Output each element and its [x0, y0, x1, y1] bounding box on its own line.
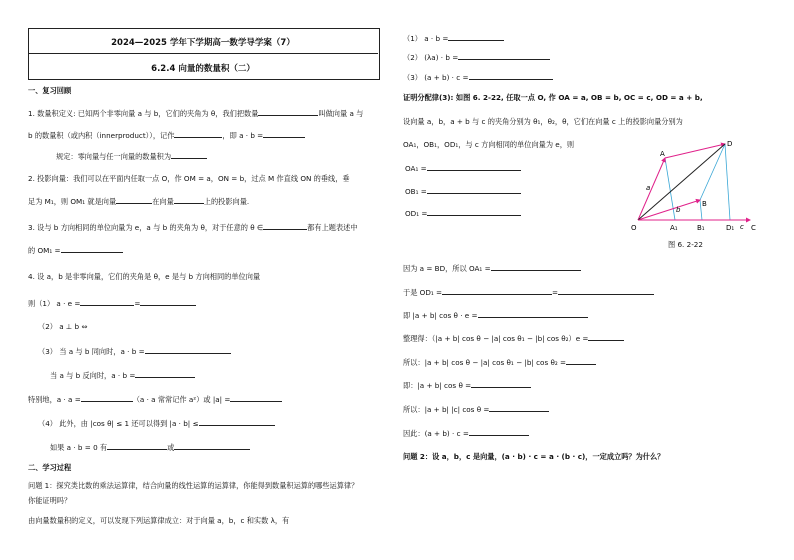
proj-oa1: OA₁ = [405, 163, 521, 173]
step-3: 即 |a + b| cos θ · e = [403, 310, 588, 320]
blank[interactable] [566, 357, 596, 365]
blank[interactable] [140, 298, 196, 306]
step-7: 所以：|a + b| |c| cos θ = [403, 404, 549, 414]
proof-line-3: OA₁，OB₁，OD₁，与 c 方向相同的单位向量为 e，则 [403, 140, 575, 149]
blank[interactable] [489, 404, 549, 412]
proof-line-2: 设向量 a，b，a + b 与 c 的夹角分别为 θ₁，θ₂，θ，它们在向量 c 上的投影向量分别为 [403, 117, 683, 126]
blank[interactable] [491, 263, 581, 271]
def-line-3: 规定：零向量与任一向量的数量积为 [56, 151, 207, 161]
blank[interactable] [558, 287, 654, 295]
step-4: 整理得：（|a + b| cos θ − |a| cos θ₁ − |b| cos θ₂）e = [403, 333, 624, 343]
projection-line-1: 2. 投影向量：我们可以在平面内任取一点 O，作 OM = a，ON = b，过点 M 作直线 ON 的垂线，垂 [28, 174, 350, 183]
property-3b: 当 a 与 b 反向时，a · b = [50, 370, 195, 380]
proj-line-d [725, 144, 730, 220]
def-line-1: 1. 数量积定义: 已知两个非零向量 a 与 b，它们的夹角为 θ，我们把数量 叫做向量 a 与 [28, 109, 364, 118]
blank[interactable] [174, 442, 250, 450]
blank[interactable] [263, 130, 305, 138]
blank[interactable] [174, 130, 222, 138]
vector-ad [665, 144, 725, 158]
label-B1: B₁ [697, 224, 705, 232]
property-intro: 4. 设 a，b 是非零向量，它们的夹角是 θ，e 是与 b 方向相同的单位向量 [28, 272, 261, 281]
law-1: （1） a · b = [403, 33, 504, 43]
blank[interactable] [145, 346, 231, 354]
property-4: （4） 此外，由 |cos θ| ≤ 1 还可以得到 |a · b| ≤ [38, 418, 275, 428]
label-C: C [751, 224, 756, 232]
step-6: 即：|a + b| cos θ = [403, 380, 531, 390]
proj-ob1: OB₁ = [405, 186, 521, 196]
question-1-line-3: 由向量数量积的定义，可以发现下列运算律成立：对于向量 a，b，c 和实数 λ，有 [28, 516, 290, 525]
blank[interactable] [61, 245, 123, 253]
blank[interactable] [458, 52, 550, 60]
blank[interactable] [174, 196, 204, 204]
blank[interactable] [135, 370, 195, 378]
label-A1: A₁ [670, 224, 678, 232]
blank[interactable] [588, 333, 624, 341]
blank[interactable] [427, 208, 521, 216]
step-1: 因为 a = BD，所以 OA₁ = [403, 263, 581, 273]
proj-od1: OD₁ = [405, 208, 521, 218]
label-a: a [646, 184, 651, 192]
property-3a: （3） 当 a 与 b 同向时，a · b = [38, 346, 231, 356]
label-D: D [727, 140, 733, 148]
label-D1: D₁ [726, 224, 735, 232]
blank[interactable] [116, 196, 152, 204]
blank[interactable] [471, 380, 531, 388]
blank[interactable] [448, 33, 504, 41]
property-1: 则（1） a · e = = [28, 298, 196, 308]
blank[interactable] [171, 151, 207, 159]
blank[interactable] [81, 394, 133, 402]
label-c: c [740, 223, 744, 231]
blank[interactable] [230, 394, 282, 402]
header-divider [28, 53, 378, 54]
property-4b: 如果 a · b = 0 有 或 [50, 442, 250, 452]
vector-figure [630, 138, 760, 238]
page-title: 2024—2025 学年下学期高一数学导学案（7） [111, 38, 295, 48]
figure-caption: 图 6. 2-22 [668, 240, 703, 249]
page-subtitle: 6.2.4 向量的数量积（二） [151, 64, 255, 74]
step-8: 因此：(a + b) · c = [403, 428, 529, 438]
law-3: （3） (a + b) · c = [403, 72, 553, 82]
law-2: （2） (λa) · b = [403, 52, 550, 62]
proj-line-b [700, 144, 725, 200]
def-line-2: b 的数量积（或内积（innerproduct）），记作 ，即 a · b = [28, 130, 305, 140]
question-1-line-2: 你能证明吗？ [28, 496, 72, 505]
label-A: A [660, 150, 665, 158]
property-special: 特别地，a · a = （a · a 常常记作 a²）或 |a| = [28, 394, 282, 404]
unit-vector-line-2: 的 OM₁ = [28, 245, 123, 255]
proof-line-1: 证明分配律(3): 如图 6. 2-22, 任取一点 O, 作 OA = a, OB = b, OC = c, OD = a + b, [403, 93, 703, 102]
blank[interactable] [427, 163, 521, 171]
label-B: B [702, 200, 707, 208]
blank[interactable] [258, 108, 318, 116]
step-5: 所以：|a + b| cos θ − |a| cos θ₁ − |b| cos θ₂ = [403, 357, 596, 367]
vector-b [638, 200, 700, 220]
blank[interactable] [107, 442, 167, 450]
step-2: 于是 OD₁ = = [403, 287, 654, 297]
label-b: b [676, 206, 681, 214]
blank[interactable] [469, 428, 529, 436]
unit-vector-line-1: 3. 设与 b 方向相同的单位向量为 e，a 与 b 的夹角为 θ，对于任意的 θ ∈ 都有上题表述中 [28, 223, 358, 232]
blank[interactable] [263, 222, 307, 230]
property-2: （2） a ⊥ b ⇔ [38, 322, 88, 331]
vector-sum [638, 144, 725, 220]
vector-a [638, 158, 665, 220]
question-1-line-1: 问题 1：探究类比数的乘法运算律，结合向量的线性运算的运算律，你能得到数量积运算的哪些运算律？ [28, 481, 359, 490]
blank[interactable] [442, 287, 552, 295]
blank[interactable] [427, 186, 521, 194]
blank[interactable] [469, 72, 553, 80]
blank[interactable] [80, 298, 134, 306]
question-2: 问题 2：设 a，b，c 是向量，(a · b) · c = a · (b · c)，一定成立吗？为什么？ [403, 452, 665, 461]
section-review: 一、复习回顾 [28, 86, 72, 95]
blank[interactable] [478, 310, 588, 318]
projection-line-2: 足为 M₁，则 OM₁ 就是向量 在向量 上的投影向量. [28, 197, 250, 206]
blank[interactable] [199, 418, 275, 426]
section-process: 二、学习过程 [28, 463, 72, 472]
label-O: O [631, 224, 637, 232]
